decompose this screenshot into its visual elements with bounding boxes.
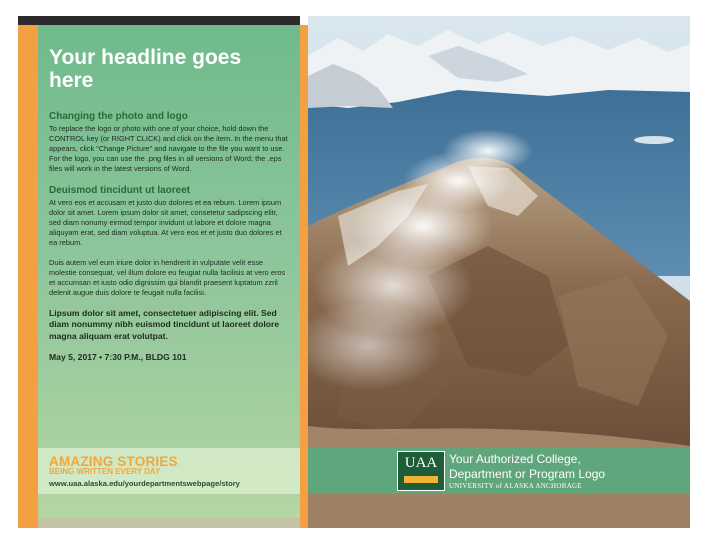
event-date-time: May 5, 2017 • 7:30 P.M., BLDG 101	[49, 352, 187, 363]
headline: Your headline goes here	[49, 46, 242, 93]
college-name	[449, 452, 605, 482]
flyer	[18, 16, 690, 528]
section-body-deuismod: At vero eos et accusam et justo duo dolores et ea rebum. Lorem ipsum dolor sit amet. Lorem ipsum dolor sit amet, consetetur sadipscing elitr, sed diam nonumy eirmod tempor invidunt ut labore et dolore magna aliquyam erat, sed diam voluptua. At vero eos et et justo duo dolores et ea rebum.	[49, 197, 282, 247]
university-name: UNIVERSITY of ALASKA ANCHORAGE	[449, 482, 582, 490]
logo-gold-stripe	[404, 476, 438, 483]
department-url[interactable]: www.uaa.alaska.edu/yourdepartmentswebpage/story	[49, 479, 240, 488]
uaa-logo-mark: UAA	[404, 455, 438, 471]
brand-tagline: BEING WRITTEN EVERY DAY	[49, 467, 161, 476]
bold-paragraph: Lipsum dolor sit amet, consectetuer adipiscing elit. Sed diam nonummy nibh euismod tincidunt ut laoreet dolore magna aliquam erat volutpat.	[49, 308, 280, 341]
section-heading-photo-logo: Changing the photo and logo	[49, 111, 188, 123]
college-line-2: Department or Program Logo	[449, 466, 606, 481]
college-line-1: Your Authorized College,	[449, 452, 581, 466]
uaa-logo[interactable]	[397, 451, 445, 491]
top-dark-bar	[18, 16, 300, 25]
content-column	[49, 46, 289, 362]
panel-bottom-strip	[38, 518, 300, 528]
section-heading-deuismod: Deuismod tincidunt ut laoreet	[49, 184, 191, 196]
footer-band	[18, 448, 690, 494]
paragraph-duis: Duis autem vel eum iriure dolor in hendrerit in vulputate velit esse molestie consequat, vel illum dolore eu feugiat nulla facilisis at vero eros et accumsan et iusto odio dignissim qui blandit praesent luptatum zzril delenit augue duis dolore te feugait nulla facilisi.	[49, 257, 286, 297]
brand-title: AMAZING STORIES	[49, 454, 178, 469]
section-body-photo-logo: To replace the logo or photo with one of your choice, hold down the CONTROL key (or RIGHT CLICK) and click on the item. In the menu that appears, click “Change Picture” and navigate to the file you want to use. For the logo, you can use the .png files in all versions of Word; the .eps files will work in the latest versions of Word.	[49, 124, 288, 174]
